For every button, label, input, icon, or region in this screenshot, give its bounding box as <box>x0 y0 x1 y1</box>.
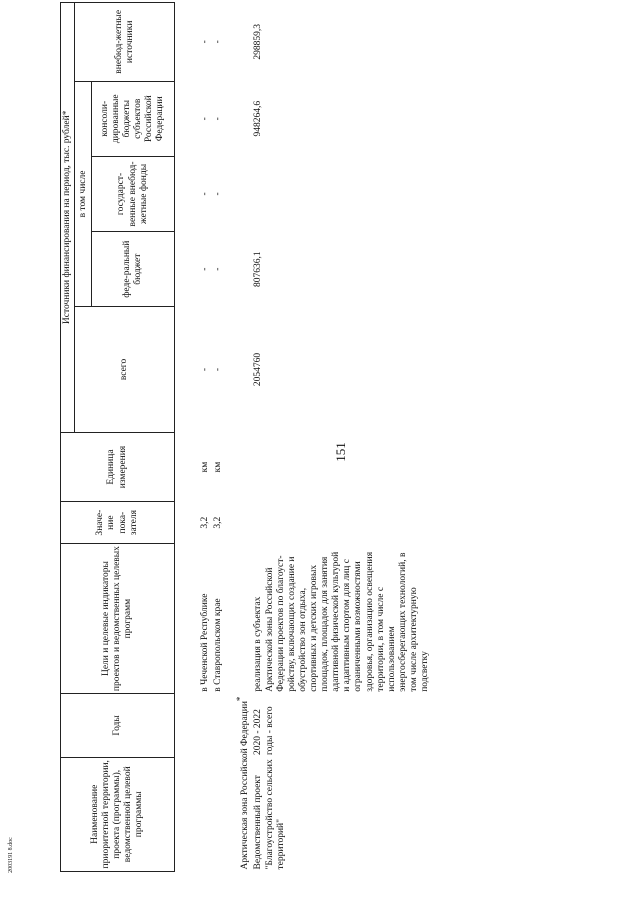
project-unit <box>252 432 432 502</box>
row-name <box>212 757 225 871</box>
row-years <box>199 694 212 757</box>
row-extrabudget: - <box>213 40 224 44</box>
header-total: всего <box>75 307 175 432</box>
row-years <box>212 694 225 757</box>
project-years: 2020 - 2022 годы - всего <box>253 706 275 756</box>
row-unit: км <box>213 461 224 473</box>
project-row <box>252 3 432 872</box>
project-value <box>252 502 432 543</box>
table-row <box>199 3 212 872</box>
row-consolidated: - <box>213 117 224 121</box>
row-unit: км <box>200 461 211 473</box>
row-goal: в Ставропольском крае <box>213 598 224 692</box>
row-value: 3,2 <box>213 516 224 529</box>
header-name: Наименование приоритетной территории, проекта (программы), ведомственной целевой программы <box>61 757 175 871</box>
section-mark: * <box>235 696 246 702</box>
document-id: 2003191 8.doc <box>8 837 14 873</box>
project-extrabudget: 298859,3 <box>253 24 264 60</box>
row-value: 3,2 <box>200 516 211 529</box>
row-state-funds: - <box>213 192 224 196</box>
header-consolidated: консоли-дированные бюджеты субъектов Российской Федерации <box>92 81 175 156</box>
header-state-funds: государст-венные внебюд-жетные фонды <box>92 156 175 231</box>
project-federal: 807636,1 <box>253 251 264 287</box>
row-total: - <box>213 367 224 372</box>
row-name <box>199 757 212 871</box>
header-including: в том числе <box>75 81 92 307</box>
project-state-funds <box>252 156 432 231</box>
header-unit: Единица измерения <box>61 432 175 502</box>
row-federal: - <box>213 267 224 271</box>
page-number: 151 <box>333 442 348 462</box>
header-goals: Цели и целевые индикаторы проектов и ведомственных целевых программ <box>61 543 175 693</box>
row-total: - <box>200 367 211 372</box>
spacer-row <box>175 3 200 872</box>
row-federal: - <box>200 267 211 271</box>
header-years: Годы <box>61 694 175 757</box>
project-consolidated: 948264,6 <box>253 100 264 137</box>
header-extrabudget: внебюд-жетные источники <box>75 3 175 82</box>
header-funding-group: Источники финансирования на период, тыс. рублей* <box>61 3 75 433</box>
project-goal: реализация в субъектах Арктической зоны Российской Федерации проектов по благоуст-ройству, включающих создание и обустройство зон отдыха, спортивных и детских игровых площадок, площадок для занятия адаптивной физической культурой и адаптивным спортом для лиц с ограниченными возможностями здоровья, организацию освещения территории, в том числе с использованием энергосберегающих технологий, в том числе архитектурную подсветку <box>253 551 431 692</box>
financing-table <box>60 2 432 872</box>
section-row <box>225 3 252 872</box>
row-consolidated: - <box>200 117 211 121</box>
row-goal: в Чеченской Республике <box>200 593 211 692</box>
header-value: Значе-ние пока-зателя <box>61 502 175 543</box>
table-row <box>212 3 225 872</box>
row-extrabudget: - <box>200 40 211 44</box>
project-total: 2054760 <box>253 352 264 387</box>
row-state-funds: - <box>200 192 211 196</box>
project-name: Ведомственный проект "Благоустройство сельских территорий" <box>253 759 286 870</box>
header-federal: феде-ральный бюджет <box>92 232 175 307</box>
section-title: Арктическая зона Российской Федерации <box>240 701 251 870</box>
